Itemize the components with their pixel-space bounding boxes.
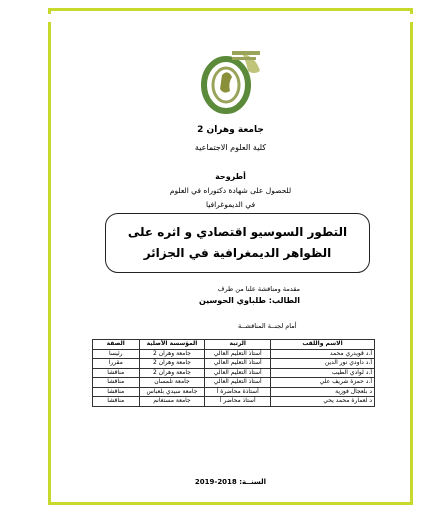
- member-rank: أستاذ التعليم العالي: [205, 368, 271, 378]
- thesis-title-line-2: الظواهر الديمغرافية في الجزائر: [143, 246, 332, 260]
- border-gap: [48, 14, 413, 22]
- member-rank: أستاذة محاضرة أ: [205, 387, 271, 397]
- student-name: الطالب: طلباوي الحوسين: [198, 296, 300, 305]
- member-institution: جامعة وهران 2: [139, 359, 205, 369]
- member-rank: أستاذ التعليم العالي: [205, 349, 271, 359]
- member-name: أ.د قويدري محمد: [271, 349, 375, 359]
- member-role: مناقشا: [93, 368, 140, 378]
- member-institution: جامعة وهران 2: [139, 368, 205, 378]
- member-institution: جامعة وهران 2: [139, 349, 205, 359]
- university-oran2-emblem-icon: [196, 45, 268, 117]
- table-row: [93, 387, 375, 397]
- table-row: [93, 359, 375, 369]
- member-name: د لعمارة محمد يحي: [271, 397, 375, 407]
- member-role: مناقشا: [93, 397, 140, 407]
- member-role: مناقشا: [93, 387, 140, 397]
- university-logo: [196, 45, 268, 117]
- table-header-row: [93, 340, 375, 350]
- table-row: [93, 378, 375, 388]
- member-role: رئيسا: [93, 349, 140, 359]
- member-name: أ.د لوادي الطيب: [271, 368, 375, 378]
- field-line: في الديموغرافيا: [205, 200, 256, 209]
- header-name: الاسم واللقب: [271, 340, 375, 350]
- member-institution: جامعة تلمسان: [139, 378, 205, 388]
- member-rank: أستاذ محاضر أ: [205, 397, 271, 407]
- header-role: الصفة: [93, 340, 140, 350]
- member-rank: أستاذ التعليم العالي: [205, 378, 271, 388]
- member-name: د بلعجال فوزية: [271, 387, 375, 397]
- faculty-name: كلية العلوم الاجتماعية: [194, 143, 267, 152]
- committee-table: [92, 339, 375, 407]
- presented-by-text: مقدمة ومناقشة علنا من طرف: [217, 285, 300, 293]
- member-role: مناقشا: [93, 378, 140, 388]
- thesis-title-box: [105, 213, 370, 273]
- committee-label: أمام لجنــة المناقشــة: [238, 322, 297, 330]
- member-rank: أستاذ التعليم العالي: [205, 359, 271, 369]
- header-institution: المؤسسة الأصلية: [139, 340, 205, 350]
- thesis-title-line-1: التطور السوسيو اقتصادي و اثره على: [127, 225, 348, 239]
- header-rank: الرتبة: [205, 340, 271, 350]
- table-row: [93, 349, 375, 359]
- member-name: أ.د حمزة شريف علي: [271, 378, 375, 388]
- thesis-label: أطروحة: [215, 172, 246, 181]
- degree-line: للحصول على شهادة دكتوراه في العلوم: [169, 186, 292, 195]
- member-institution: جامعة مستغانم: [139, 397, 205, 407]
- university-name: جامعة وهران 2: [197, 125, 264, 135]
- member-name: أ.د داودي نور الدين: [271, 359, 375, 369]
- member-role: مقررا: [93, 359, 140, 369]
- table-row: [93, 397, 375, 407]
- table-row: [93, 368, 375, 378]
- academic-year: السنــة: 2018-2019: [194, 478, 267, 486]
- member-institution: جامعة سيدي بلعباس: [139, 387, 205, 397]
